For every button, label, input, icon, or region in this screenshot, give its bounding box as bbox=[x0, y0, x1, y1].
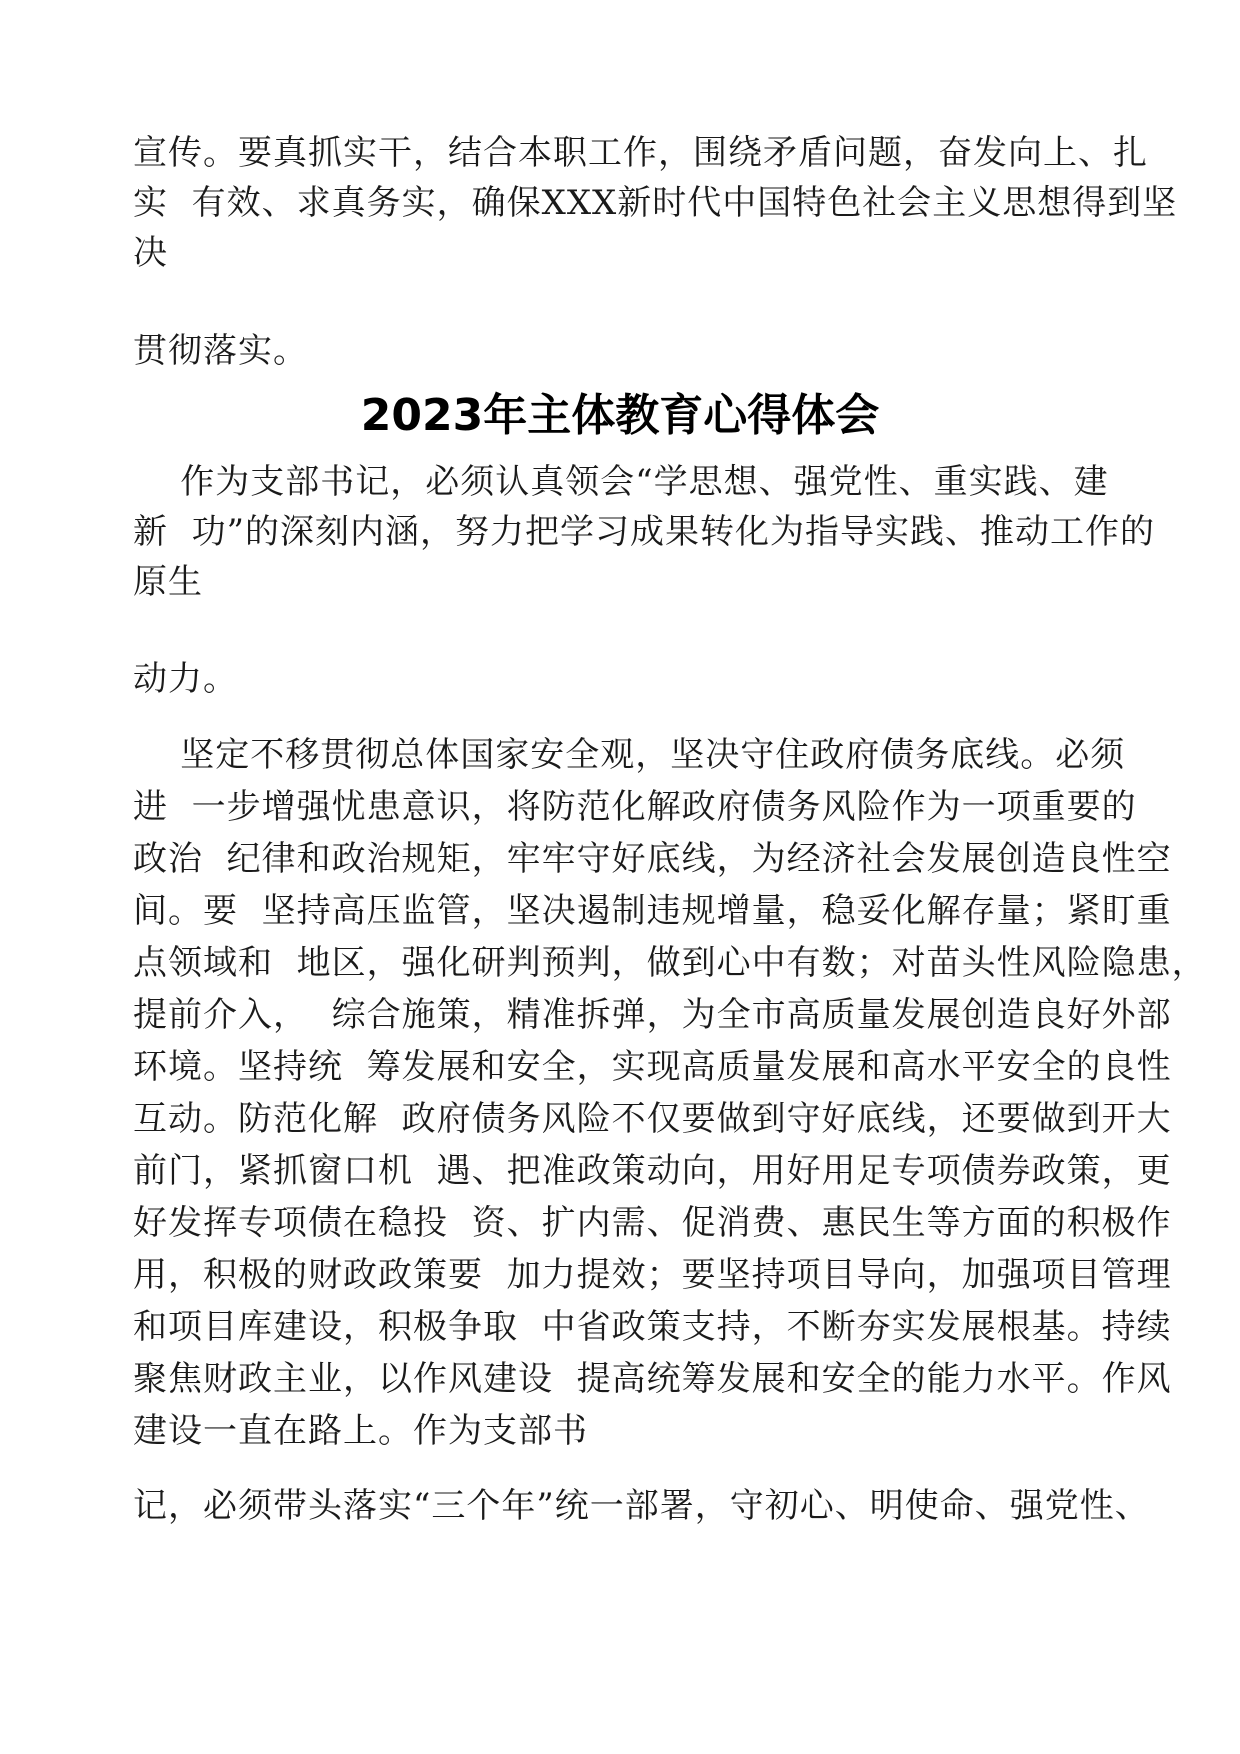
paragraph2-line-8: 互动。防范化解 政府债务风险不仅要做到守好底线，还要做到开大 bbox=[133, 1099, 1172, 1139]
intro-line-4: 贯彻落实。 bbox=[133, 331, 308, 371]
paragraph2-line-15: 记，必须带头落实“三个年”统一部署，守初心、明使命、强党性、 bbox=[133, 1486, 1150, 1526]
paragraph2-line-7: 环境。坚持统 筹发展和安全，实现高质量发展和高水平安全的良性 bbox=[133, 1047, 1172, 1087]
paragraph2-line-3: 政治 纪律和政治规矩，牢牢守好底线，为经济社会发展创造良性空 bbox=[133, 839, 1172, 879]
paragraph2-line-10: 好发挥专项债在稳投 资、扩内需、促消费、惠民生等方面的积极作 bbox=[133, 1203, 1172, 1243]
paragraph2-line-9: 前门，紧抓窗口机 遇、把准政策动向，用好用足专项债券政策，更 bbox=[133, 1151, 1172, 1191]
paragraph2-line-1: 坚定不移贯彻总体国家安全观，坚决守住政府债务底线。必须 bbox=[133, 735, 1126, 775]
paragraph2-line-14: 建设一直在路上。作为支部书 bbox=[133, 1411, 588, 1451]
paragraph1-line-2: 新 功”的深刻内涵，努力把学习成果转化为指导实践、推动工作的 bbox=[133, 512, 1155, 552]
paragraph1-line-1: 作为支部书记，必须认真领会“学思想、强党性、重实践、建 bbox=[133, 462, 1109, 502]
page-title: 2023年主体教育心得体会 bbox=[360, 390, 880, 441]
intro-line-1: 宣传。要真抓实干，结合本职工作，围绕矛盾问题，奋发向上、扎 bbox=[133, 133, 1148, 173]
intro-line-3: 决 bbox=[133, 233, 168, 273]
paragraph2-line-2: 进 一步增强忧患意识，将防范化解政府债务风险作为一项重要的 bbox=[133, 787, 1137, 827]
paragraph2-line-11: 用，积极的财政政策要 加力提效；要坚持项目导向，加强项目管理 bbox=[133, 1255, 1172, 1295]
paragraph2-line-12: 和项目库建设，积极争取 中省政策支持，不断夯实发展根基。持续 bbox=[133, 1307, 1172, 1347]
paragraph1-line-3: 原生 bbox=[133, 562, 203, 602]
paragraph2-line-5: 点领域和 地区，强化研判预判，做到心中有数；对苗头性风险隐患， bbox=[133, 943, 1207, 983]
paragraph2-line-6: 提前介入， 综合施策，精准拆弹，为全市高质量发展创造良好外部 bbox=[133, 995, 1172, 1035]
paragraph2-line-4: 间。要 坚持高压监管，坚决遏制违规增量，稳妥化解存量；紧盯重 bbox=[133, 891, 1172, 931]
intro-line-2: 实 有效、求真务实，确保XXX新时代中国特色社会主义思想得到坚 bbox=[133, 183, 1178, 223]
paragraph1-line-4: 动力。 bbox=[133, 659, 238, 699]
paragraph2-line-13: 聚焦财政主业，以作风建设 提高统筹发展和安全的能力水平。作风 bbox=[133, 1359, 1172, 1399]
